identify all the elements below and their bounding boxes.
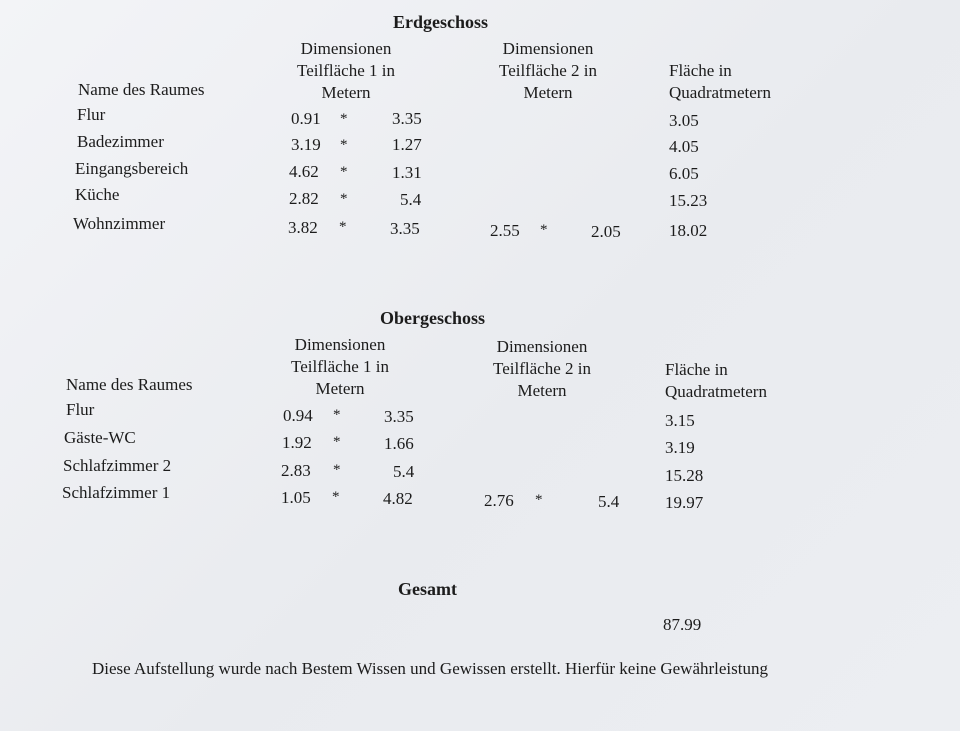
section-title: Obergeschoss [380, 308, 485, 328]
dim2-b: 2.05 [591, 222, 621, 241]
header-line: Quadratmetern [665, 382, 767, 401]
dim1-b: 4.82 [383, 489, 413, 508]
header-area [669, 60, 771, 104]
dim1-b: 1.27 [392, 135, 422, 154]
area-value: 19.97 [665, 493, 704, 512]
header-line: Teilfläche 2 in [493, 359, 591, 378]
header-dim2 [472, 336, 612, 402]
multiply-sign: * [333, 462, 341, 478]
dim2-a: 2.76 [484, 491, 514, 510]
header-name: Name des Raumes [78, 80, 205, 99]
area-value: 15.23 [669, 191, 708, 210]
total-label: Gesamt [398, 579, 457, 599]
multiply-sign: * [333, 434, 341, 450]
room-name: Flur [77, 105, 106, 124]
dim1-b: 1.31 [392, 163, 422, 182]
header-area [665, 359, 767, 403]
room-name: Wohnzimmer [73, 214, 166, 233]
header-name: Name des Raumes [66, 375, 193, 394]
room-name: Gäste-WC [64, 428, 136, 447]
dim1-a: 4.62 [289, 162, 319, 181]
room-name: Badezimmer [77, 132, 164, 151]
header-dim1 [270, 334, 410, 400]
room-name: Flur [66, 400, 95, 419]
header-line: Dimensionen [496, 337, 588, 356]
disclaimer-text: Diese Aufstellung wurde nach Bestem Wissen und Gewissen erstellt. Hierfür keine Gewährleistung [92, 659, 768, 678]
multiply-sign: * [332, 489, 340, 505]
multiply-sign: * [540, 222, 548, 238]
header-line: Quadratmetern [669, 83, 771, 102]
area-value: 3.15 [665, 411, 695, 430]
multiply-sign: * [340, 111, 348, 127]
dim2-a: 2.55 [490, 221, 520, 240]
room-name: Eingangsbereich [75, 159, 189, 178]
header-dim2 [478, 38, 618, 104]
area-value: 15.28 [665, 466, 704, 485]
header-line: Teilfläche 1 in [291, 357, 389, 376]
header-line: Metern [523, 83, 573, 102]
area-value: 3.19 [665, 438, 695, 457]
area-value: 6.05 [669, 164, 699, 183]
header-line: Fläche in [669, 61, 732, 80]
dim1-b: 3.35 [384, 407, 414, 426]
dim1-a: 1.05 [281, 488, 311, 507]
section-title: Erdgeschoss [393, 12, 489, 32]
multiply-sign: * [535, 492, 543, 508]
multiply-sign: * [340, 137, 348, 153]
header-line: Dimensionen [294, 335, 386, 354]
header-line: Dimensionen [502, 39, 594, 58]
dim2-b: 5.4 [598, 492, 620, 511]
header-line: Dimensionen [300, 39, 392, 58]
total-value: 87.99 [663, 615, 702, 634]
header-line: Metern [315, 379, 365, 398]
dim1-a: 3.82 [288, 218, 318, 237]
header-line: Teilfläche 2 in [499, 61, 597, 80]
header-line: Metern [321, 83, 371, 102]
multiply-sign: * [333, 407, 341, 423]
dim1-a: 2.83 [281, 461, 311, 480]
dim1-b: 1.66 [384, 434, 414, 453]
header-line: Teilfläche 1 in [297, 61, 395, 80]
multiply-sign: * [340, 164, 348, 180]
header-dim1 [276, 38, 416, 104]
room-name: Küche [75, 185, 120, 204]
dim1-a: 2.82 [289, 189, 319, 208]
room-name: Schlafzimmer 2 [63, 456, 172, 475]
dim1-a: 3.19 [291, 135, 321, 154]
header-line: Metern [517, 381, 567, 400]
dim1-b: 5.4 [393, 462, 415, 481]
area-value: 4.05 [669, 137, 699, 156]
dim1-b: 3.35 [390, 219, 420, 238]
multiply-sign: * [339, 219, 347, 235]
multiply-sign: * [340, 191, 348, 207]
area-value: 18.02 [669, 221, 708, 240]
dim1-a: 1.92 [282, 433, 312, 452]
dim1-a: 0.91 [291, 109, 321, 128]
dim1-b: 5.4 [400, 190, 422, 209]
room-name: Schlafzimmer 1 [62, 483, 171, 502]
dim1-b: 3.35 [392, 109, 422, 128]
header-line: Fläche in [665, 360, 728, 379]
dim1-a: 0.94 [283, 406, 313, 425]
area-value: 3.05 [669, 111, 699, 130]
